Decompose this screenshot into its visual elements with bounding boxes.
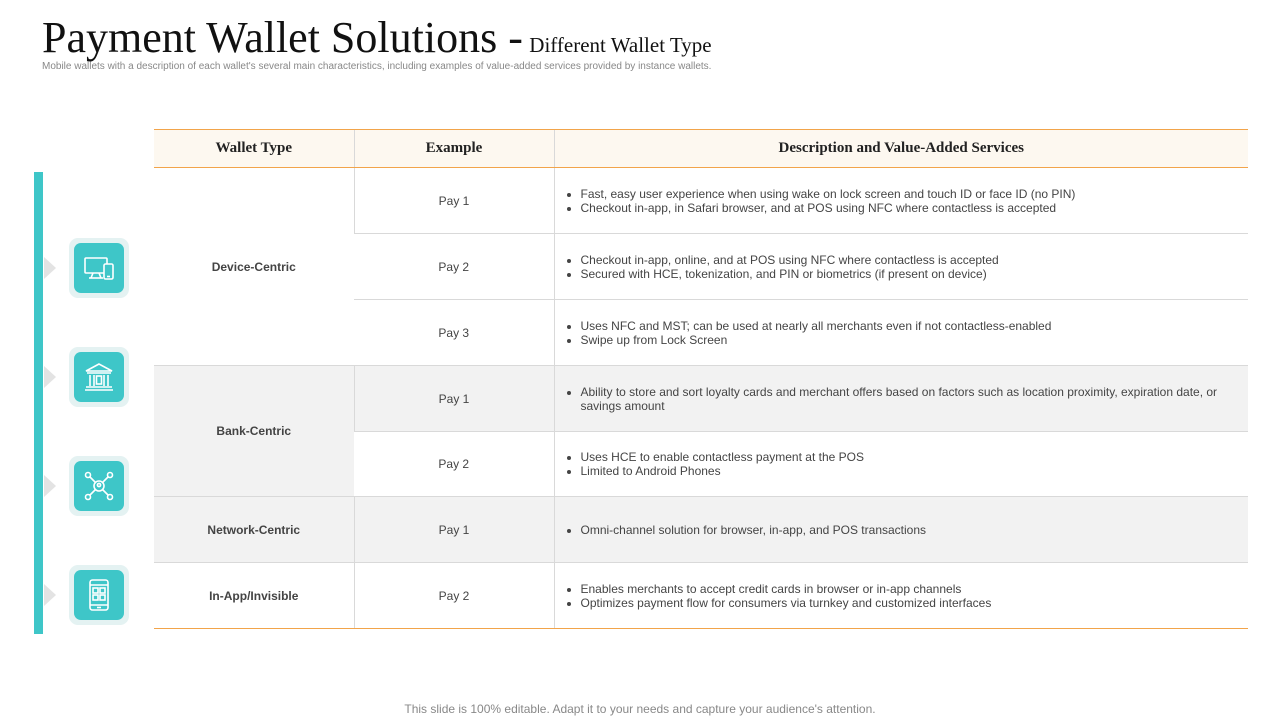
devices-icon [82, 251, 116, 285]
footer-note: This slide is 100% editable. Adapt it to your needs and capture your audience's attention. [404, 702, 876, 716]
description-cell [554, 432, 1248, 497]
bullet-item: • Uses NFC and MST; can be used at nearly all merchants even if not contactless-enabled [581, 319, 1227, 333]
bullet-item: • Swipe up from Lock Screen [581, 333, 1227, 347]
wallet-type-cell: Bank-Centric [154, 366, 354, 497]
timeline-bar [34, 172, 43, 634]
device-centric-icon-tile [69, 238, 129, 298]
bullet-list [563, 523, 1227, 537]
bullet-item: • Checkout in-app, online, and at POS using NFC where contactless is accepted [581, 253, 1227, 267]
in-app-icon-tile [69, 565, 129, 625]
wallet-type-cell: Device-Centric [154, 168, 354, 366]
bullet-list [563, 253, 1227, 281]
network-icon [82, 469, 116, 503]
example-cell: Pay 2 [354, 234, 554, 300]
bullet-list [563, 450, 1227, 478]
bullet-item: • Uses HCE to enable contactless payment at the POS [581, 450, 1227, 464]
description-cell [554, 563, 1248, 629]
bank-icon [82, 360, 116, 394]
bullet-item: • Secured with HCE, tokenization, and PIN or biometrics (if present on device) [581, 267, 1227, 281]
table-row [154, 366, 1248, 432]
smartphone-apps-icon [82, 578, 116, 612]
example-cell: Pay 1 [354, 497, 554, 563]
bullet-list [563, 582, 1227, 610]
table-header-row [154, 130, 1248, 168]
bullet-item: • Ability to store and sort loyalty cards and merchant offers based on factors such as location proximity, expiration date, or savings amount [581, 385, 1227, 413]
description-cell [554, 366, 1248, 432]
pointer-arrow [44, 475, 56, 497]
description-cell [554, 300, 1248, 366]
table-row [154, 497, 1248, 563]
title-row [42, 12, 712, 63]
table-row [154, 563, 1248, 629]
wallet-type-cell: Network-Centric [154, 497, 354, 563]
network-centric-icon-tile [69, 456, 129, 516]
bullet-list [563, 319, 1227, 347]
bullet-item: • Fast, easy user experience when using wake on lock screen and touch ID or face ID (no PIN) [581, 187, 1227, 201]
wallet-type-cell: In-App/Invisible [154, 563, 354, 629]
column-header-example: Example [354, 130, 554, 168]
example-cell: Pay 3 [354, 300, 554, 366]
bank-centric-icon-tile [69, 347, 129, 407]
bullet-item: • Omni-channel solution for browser, in-app, and POS transactions [581, 523, 1227, 537]
description-cell [554, 497, 1248, 563]
description-cell [554, 168, 1248, 234]
page-subtitle: Mobile wallets with a description of each wallet's several main characteristics, including examples of value-added services provided by instance wallets. [42, 61, 712, 72]
bullet-list [563, 187, 1227, 215]
pointer-arrow [44, 584, 56, 606]
pointer-arrow [44, 366, 56, 388]
page-title: Payment Wallet Solutions - [42, 13, 523, 62]
bullet-item: • Enables merchants to accept credit cards in browser or in-app channels [581, 582, 1227, 596]
wallet-type-table [154, 129, 1248, 629]
example-cell: Pay 2 [354, 432, 554, 497]
bullet-item: • Checkout in-app, in Safari browser, and at POS using NFC where contactless is accepted [581, 201, 1227, 215]
bullet-item: • Optimizes payment flow for consumers via turnkey and customized interfaces [581, 596, 1227, 610]
column-header-description: Description and Value-Added Services [554, 130, 1248, 168]
bullet-list [563, 385, 1227, 413]
example-cell: Pay 1 [354, 168, 554, 234]
example-cell: Pay 1 [354, 366, 554, 432]
description-cell [554, 234, 1248, 300]
bullet-item: • Limited to Android Phones [581, 464, 1227, 478]
page-title-sub: Different Wallet Type [529, 33, 712, 57]
example-cell: Pay 2 [354, 563, 554, 629]
pointer-arrow [44, 257, 56, 279]
table-row [154, 168, 1248, 234]
column-header-wallet-type: Wallet Type [154, 130, 354, 168]
